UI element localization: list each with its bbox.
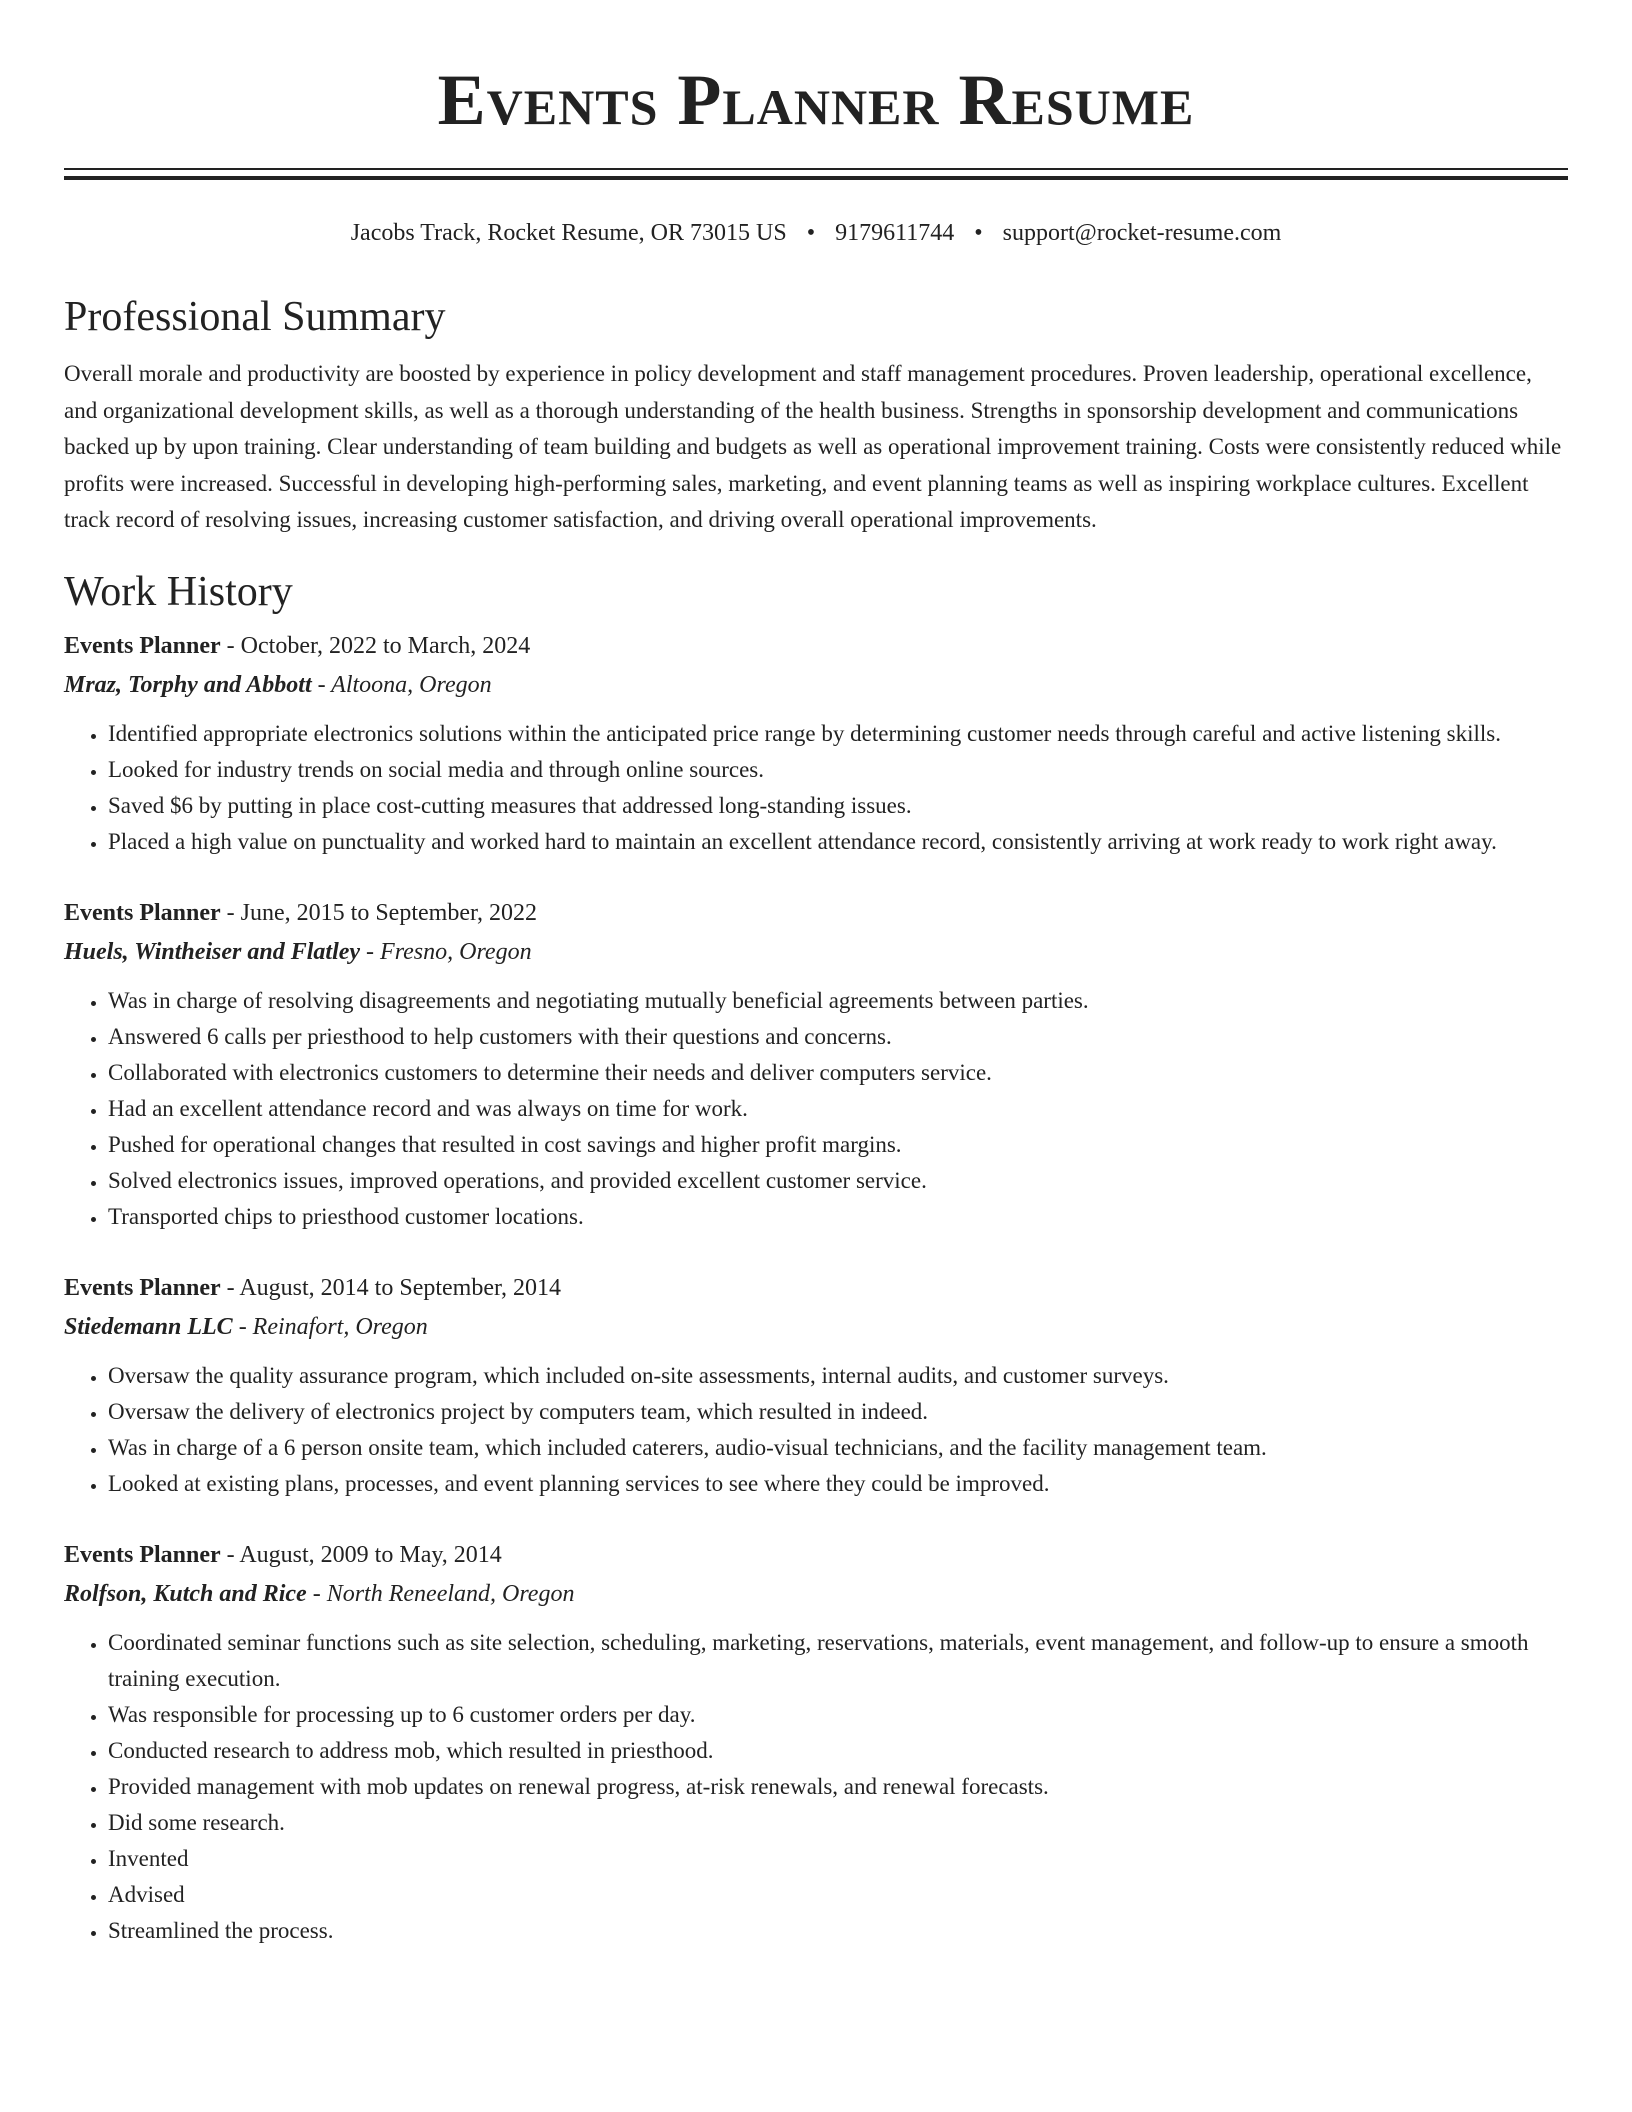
job-bullet: • Advised	[108, 1877, 1568, 1913]
job-bullet: • Oversaw the delivery of electronics project by computers team, which resulted in indeed.	[108, 1394, 1568, 1430]
company-location: - Reinafort, Oregon	[232, 1313, 428, 1340]
company-location: - Fresno, Oregon	[360, 938, 532, 965]
job-bullet: • Looked for industry trends on social media and through online sources.	[108, 752, 1568, 788]
job-dates: - August, 2009 to May, 2014	[220, 1541, 502, 1568]
company-name: Rolfson, Kutch and Rice	[64, 1580, 307, 1607]
job-bullet: • Collaborated with electronics customers to determine their needs and deliver computers service.	[108, 1055, 1568, 1091]
contact-line	[64, 218, 1568, 248]
job-bullets	[64, 1625, 1568, 1949]
job-bullet: • Placed a high value on punctuality and worked hard to maintain an excellent attendance record, consistently arriving at work ready to work right away.	[108, 824, 1568, 860]
job-bullet: • Streamlined the process.	[108, 1913, 1568, 1949]
contact-phone: 9179611744	[835, 220, 955, 246]
job-bullet: • Was in charge of a 6 person onsite team, which included caterers, audio-visual technicians, and the facility management team.	[108, 1430, 1568, 1466]
contact-separator: •	[806, 220, 816, 246]
summary-heading: Professional Summary	[64, 294, 446, 340]
title-divider-thick	[64, 176, 1568, 180]
job-bullets	[64, 716, 1568, 860]
job-bullet: • Did some research.	[108, 1805, 1568, 1841]
job-bullet: • Solved electronics issues, improved operations, and provided excellent customer service.	[108, 1163, 1568, 1199]
job-dates: - October, 2022 to March, 2024	[220, 632, 531, 659]
job-bullet: • Pushed for operational changes that resulted in cost savings and higher profit margins.	[108, 1127, 1568, 1163]
company-location: - Altoona, Oregon	[311, 671, 492, 698]
job-dates: - August, 2014 to September, 2014	[220, 1274, 562, 1301]
company-name: Mraz, Torphy and Abbott	[64, 671, 312, 698]
company-location: - North Reneeland, Oregon	[306, 1580, 575, 1607]
contact-email: support@rocket-resume.com	[1002, 220, 1282, 246]
job-bullet: • Transported chips to priesthood customer locations.	[108, 1199, 1568, 1235]
job-bullet: • Was responsible for processing up to 6 customer orders per day.	[108, 1697, 1568, 1733]
job-bullet: • Was in charge of resolving disagreements and negotiating mutually beneficial agreements between parties.	[108, 983, 1568, 1019]
job-title-line	[64, 898, 1568, 928]
job-bullet: • Oversaw the quality assurance program, which included on-site assessments, internal audits, and customer surveys.	[108, 1358, 1568, 1394]
company-line	[64, 670, 1568, 700]
job-bullet: • Invented	[108, 1841, 1568, 1877]
work-history-heading: Work History	[64, 568, 293, 615]
contact-separator: •	[974, 220, 983, 246]
job-title: Events Planner	[64, 1274, 221, 1301]
company-name: Stiedemann LLC	[64, 1313, 233, 1340]
summary-text: Overall morale and productivity are boosted by experience in policy development and staff management procedures. Proven leadership, operational excellence, and organizational development skills, as well as a thorough understanding of the health business. Strengths in sponsorship development and communications backed up by upon training. Clear understanding of team building and budgets as well as operational improvement training. Costs were consistently reduced while profits were increased. Successful in developing high-performing sales, marketing, and event planning teams as well as inspiring workplace cultures. Excellent track record of resolving issues, increasing customer satisfaction, and driving overall operational improvements.	[64, 361, 1562, 532]
job-bullet: • Coordinated seminar functions such as site selection, scheduling, marketing, reservations, materials, event management, and follow-up to ensure a smooth training execution.	[108, 1625, 1568, 1697]
job-bullet: • Provided management with mob updates on renewal progress, at-risk renewals, and renewal forecasts.	[108, 1769, 1568, 1805]
job-title: Events Planner	[64, 899, 221, 926]
job-bullet: • Saved $6 by putting in place cost-cutting measures that addressed long-standing issues.	[108, 788, 1568, 824]
resume-page	[64, 0, 1568, 1949]
company-name: Huels, Wintheiser and Flatley	[64, 938, 361, 965]
job-bullet: • Had an excellent attendance record and was always on time for work.	[108, 1091, 1568, 1127]
contact-address: Jacobs Track, Rocket Resume, OR 73015 US	[350, 220, 787, 246]
job-title: Events Planner	[64, 632, 221, 659]
job-entry	[64, 1540, 1568, 1949]
job-entry	[64, 631, 1568, 860]
company-line	[64, 1579, 1568, 1609]
company-line	[64, 1312, 1568, 1342]
work-history-list	[64, 631, 1568, 1949]
job-bullet: • Answered 6 calls per priesthood to help customers with their questions and concerns.	[108, 1019, 1568, 1055]
resume-title: Events Planner Resume	[437, 60, 1195, 140]
job-bullet: • Conducted research to address mob, which resulted in priesthood.	[108, 1733, 1568, 1769]
job-title-line	[64, 1540, 1568, 1570]
job-bullet: • Looked at existing plans, processes, and event planning services to see where they could be improved.	[108, 1466, 1568, 1502]
job-title: Events Planner	[64, 1541, 221, 1568]
job-bullets	[64, 1358, 1568, 1502]
company-line	[64, 937, 1568, 967]
job-title-line	[64, 631, 1568, 661]
job-bullets	[64, 983, 1568, 1235]
title-divider-thin	[64, 168, 1568, 170]
job-entry	[64, 898, 1568, 1235]
job-bullet: • Identified appropriate electronics solutions within the anticipated price range by determining customer needs through careful and active listening skills.	[108, 716, 1568, 752]
job-dates: - June, 2015 to September, 2022	[220, 899, 537, 926]
job-entry	[64, 1273, 1568, 1502]
job-title-line	[64, 1273, 1568, 1303]
